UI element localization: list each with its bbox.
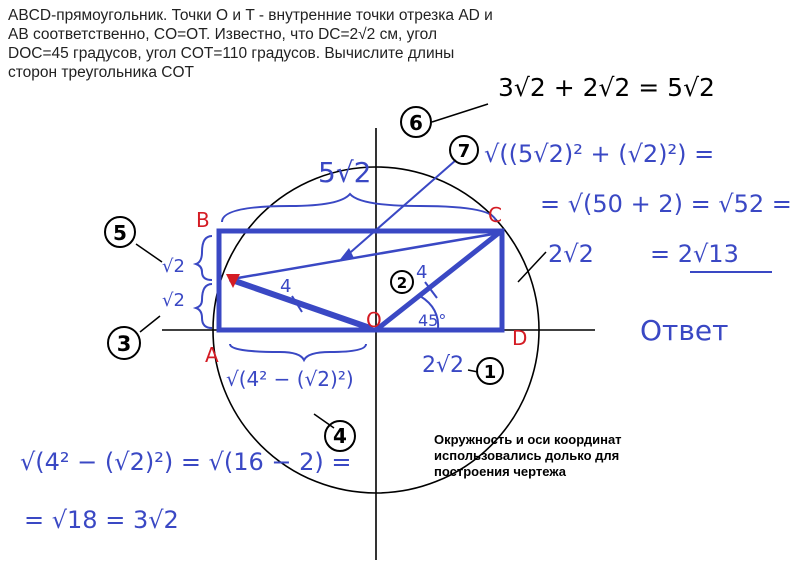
vertex-label-a: A — [205, 343, 219, 367]
svg-text:3: 3 — [116, 332, 132, 356]
leader-6 — [432, 104, 488, 122]
segment-to — [232, 280, 370, 328]
svg-text:6: 6 — [409, 111, 423, 135]
calc-line2: = √18 = 3√2 — [24, 506, 179, 534]
step-marker-7 — [450, 136, 478, 164]
annotation-ta-length: √2 — [162, 290, 185, 311]
leader-5 — [136, 244, 162, 262]
svg-text:4: 4 — [333, 424, 347, 448]
brace-bc — [222, 194, 496, 222]
brace-ta — [196, 284, 212, 328]
vertex-label-d: D — [512, 326, 528, 350]
rectangle-abcd — [219, 231, 502, 330]
annotation-top-sum: 3√2 + 2√2 = 5√2 — [498, 73, 715, 102]
annotation-bt-length: √2 — [162, 256, 185, 277]
calc-line1: √(4² − (√2)²) = √(16 − 2) = — [20, 448, 352, 476]
problem-statement: ABCD-прямоугольник. Точки O и T - внутренние точки отрезка AD и AB соответственно, CO=OT. Известно, что DC=2√2 см, угол DOC=45 градусов, угол COT=110 градусов. Вычислите длины сторон треугольника COT — [8, 7, 493, 81]
annotation-cd-length: 2√2 — [548, 240, 594, 268]
step-marker-2 — [391, 271, 413, 293]
step-marker-6 — [401, 107, 431, 137]
annotation-at-formula: √(4² − (√2)²) — [226, 367, 354, 391]
step-marker-1 — [477, 358, 503, 384]
ct-formula-line3: = 2√13 — [650, 240, 739, 268]
vertex-label-c: C — [488, 203, 502, 227]
brace-bt — [196, 236, 212, 280]
annotation-bc-length: 5√2 — [318, 156, 372, 189]
brace-ao — [230, 344, 366, 360]
step-marker-4 — [325, 421, 355, 451]
annotation-angle-doc: 45° — [418, 311, 447, 330]
ct-formula-line1: √((5√2)² + (√2)²) = — [484, 140, 715, 168]
construction-note: Окружность и оси координат использовались долько для построения чертежа — [434, 432, 622, 479]
svg-text:7: 7 — [457, 141, 471, 162]
annotation-od-length: 2√2 — [422, 353, 465, 378]
ct-formula-line2: = √(50 + 2) = √52 = — [540, 190, 792, 218]
svg-text:2: 2 — [396, 274, 408, 292]
vertex-label-o: O — [366, 308, 382, 332]
leader-3 — [140, 316, 160, 332]
vertex-label-b: B — [196, 208, 210, 232]
svg-text:5: 5 — [113, 221, 127, 245]
svg-text:1: 1 — [483, 362, 497, 383]
answer-word: Ответ — [640, 314, 729, 347]
leader-4 — [314, 414, 334, 428]
annotation-ot-length: 4 — [280, 276, 292, 297]
step-marker-5 — [105, 217, 135, 247]
step-marker-3 — [108, 327, 140, 359]
annotation-oc-length: 4 — [416, 262, 428, 283]
